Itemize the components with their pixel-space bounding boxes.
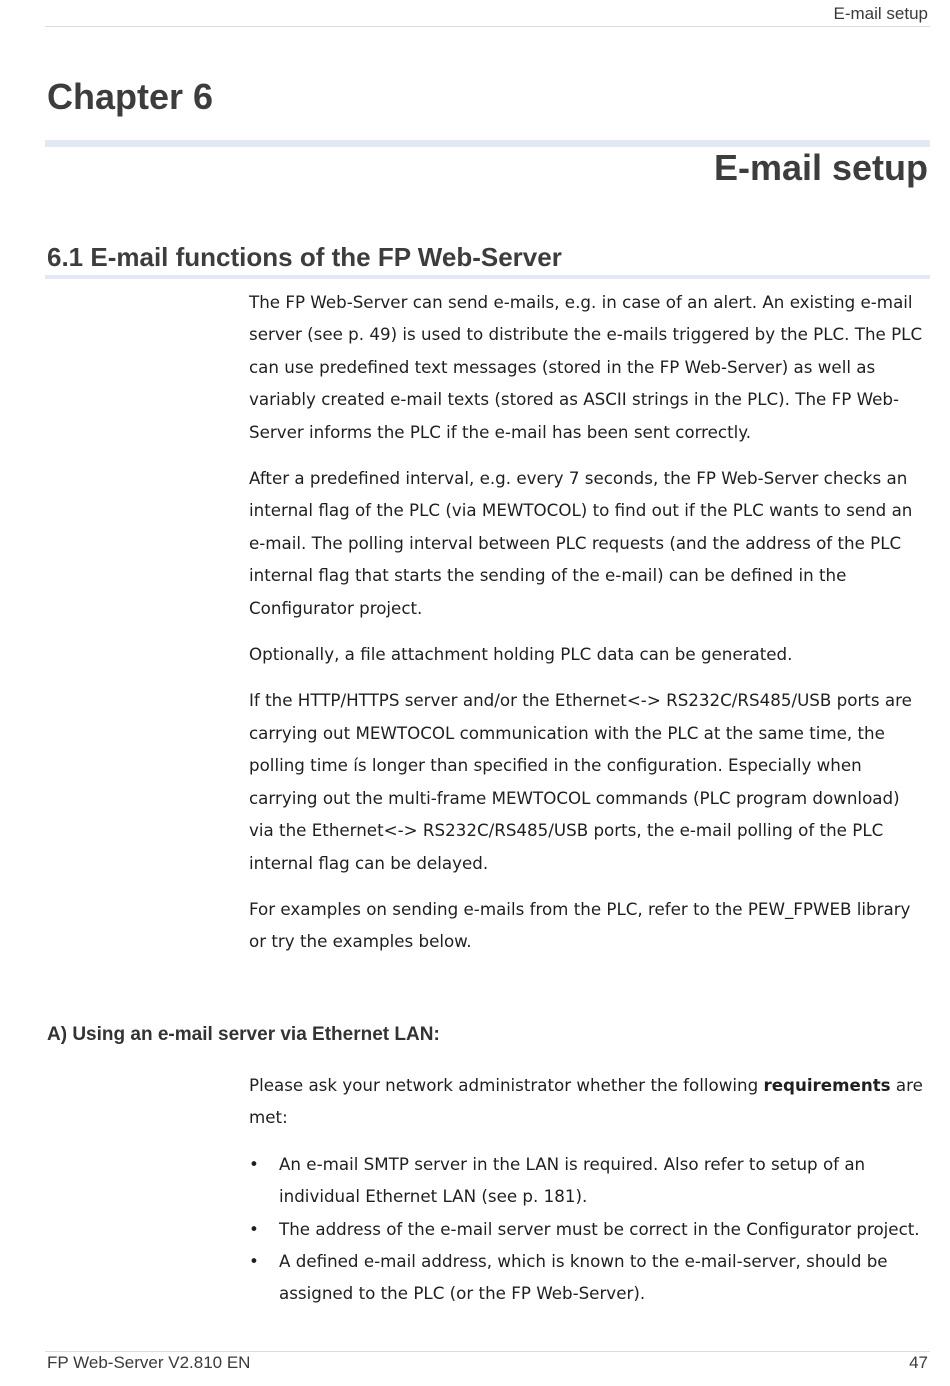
section-body <box>249 286 929 972</box>
list-item-text: A defined e-mail address, which is known to the e-mail-server, should be assigned to the PLC (or the FP Web-Server). <box>279 1251 888 1304</box>
subsection-heading: A) Using an e-mail server via Ethernet LAN: <box>47 1024 440 1045</box>
list-item-text: The address of the e-mail server must be correct in the Configurator project. <box>279 1218 920 1239</box>
list-item <box>249 1245 929 1310</box>
bullet-icon: • <box>249 1251 259 1272</box>
requirements-keyword: requirements <box>763 1075 891 1095</box>
paragraph-polling: After a predefined interval, e.g. every 7 seconds, the FP Web-Server checks an internal flag of the PLC (via MEWTOCOL) to find out if the PLC wants to send an e-mail. The polling interval between PLC requests (and the address of the PLC internal flag that starts the sending of the e-mail) can be defined in the Configurator project. <box>249 468 913 618</box>
bullet-icon: • <box>249 1153 259 1174</box>
chapter-label: Chapter 6 <box>47 76 214 117</box>
footer-product: FP Web-Server V2.810 EN <box>47 1353 251 1372</box>
bullet-icon: • <box>249 1218 259 1239</box>
paragraph-delay: If the HTTP/HTTPS server and/or the Ethernet<-> RS232C/RS485/USB ports are carrying out MEWTOCOL communication with the PLC at the same time, the polling time ís longer than specified in the configuration. Especially when carrying out the multi-frame MEWTOCOL commands (PLC program download) via the Ethernet<-> RS232C/RS485/USB ports, the e-mail polling of the PLC internal flag can be delayed. <box>249 690 912 873</box>
chapter-title: E-mail setup <box>713 147 928 188</box>
requirements-intro-text: Please ask your network administrator whether the following <box>249 1075 764 1095</box>
requirements-intro <box>249 1069 929 1134</box>
paragraph-examples: For examples on sending e-mails from the PLC, refer to the PEW_FPWEB library or try the examples below. <box>249 898 911 952</box>
section-heading: 6.1 E-mail functions of the FP Web-Server <box>47 242 562 272</box>
requirements-block <box>249 1069 929 1310</box>
footer-divider <box>45 1351 930 1352</box>
requirements-list <box>249 1148 929 1310</box>
list-item <box>249 1213 929 1245</box>
paragraph-attachment: Optionally, a file attachment holding PLC data can be generated. <box>249 644 793 665</box>
running-header: E-mail setup <box>833 4 928 23</box>
list-item <box>249 1148 929 1213</box>
page-number: 47 <box>909 1353 928 1372</box>
section-divider <box>45 275 930 279</box>
requirements-intro-tail: are met: <box>249 1075 923 1128</box>
paragraph-intro: The FP Web-Server can send e-mails, e.g. in case of an alert. An existing e-mail server (see p. 49) is used to distribute the e-mails triggered by the PLC. The PLC can use predefined text messages (stored in the FP Web-Server) as well as variably created e-mail texts (stored as ASCII strings in the PLC). The FP Web-Server informs the PLC if the e-mail has been sent correctly. <box>249 292 923 442</box>
chapter-divider <box>45 140 930 147</box>
list-item-text: An e-mail SMTP server in the LAN is required. Also refer to setup of an individual Ethernet LAN (see p. 181). <box>279 1153 866 1207</box>
header-divider <box>45 26 930 27</box>
